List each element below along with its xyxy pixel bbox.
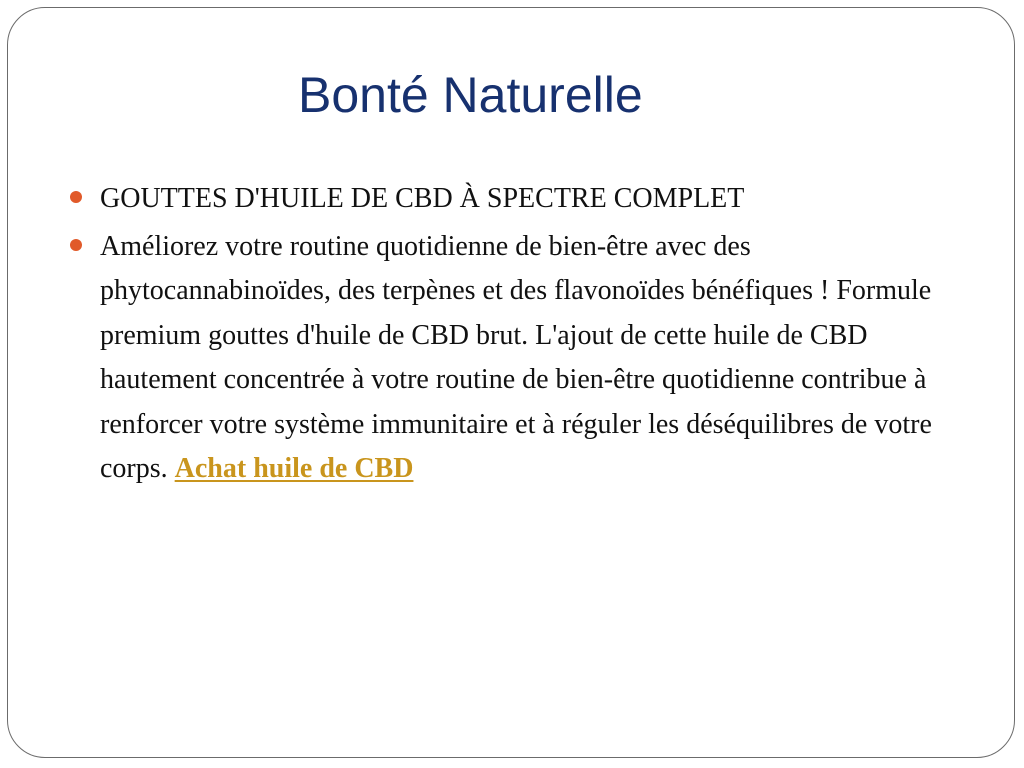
achat-huile-cbd-link[interactable]: Achat huile de CBD [174,453,414,484]
bullet-text-2: Améliorez votre routine quotidienne de bien-être avec des phytocannabinoïdes, des terpènes et des flavonoïdes bénéfiques ! Formule premium gouttes d'huile de CBD brut. L'ajout de cette huile de CBD hautement concentrée à votre routine de bien-être quotidienne contribue à renforcer votre système immunitaire et à réguler les déséquilibres de votre corps. [100,230,932,484]
bullet-list [100,177,980,495]
bullet-text-1: GOUTTES D'HUILE DE CBD À SPECTRE COMPLET [100,183,745,214]
bullet-item-1 [100,177,980,222]
slide-title: Bonté Naturelle [298,67,643,123]
bullet-dot-icon [70,191,82,203]
bullet-item-2 [100,225,980,492]
slide-frame [7,7,1015,758]
bullet-dot-icon [70,239,82,251]
